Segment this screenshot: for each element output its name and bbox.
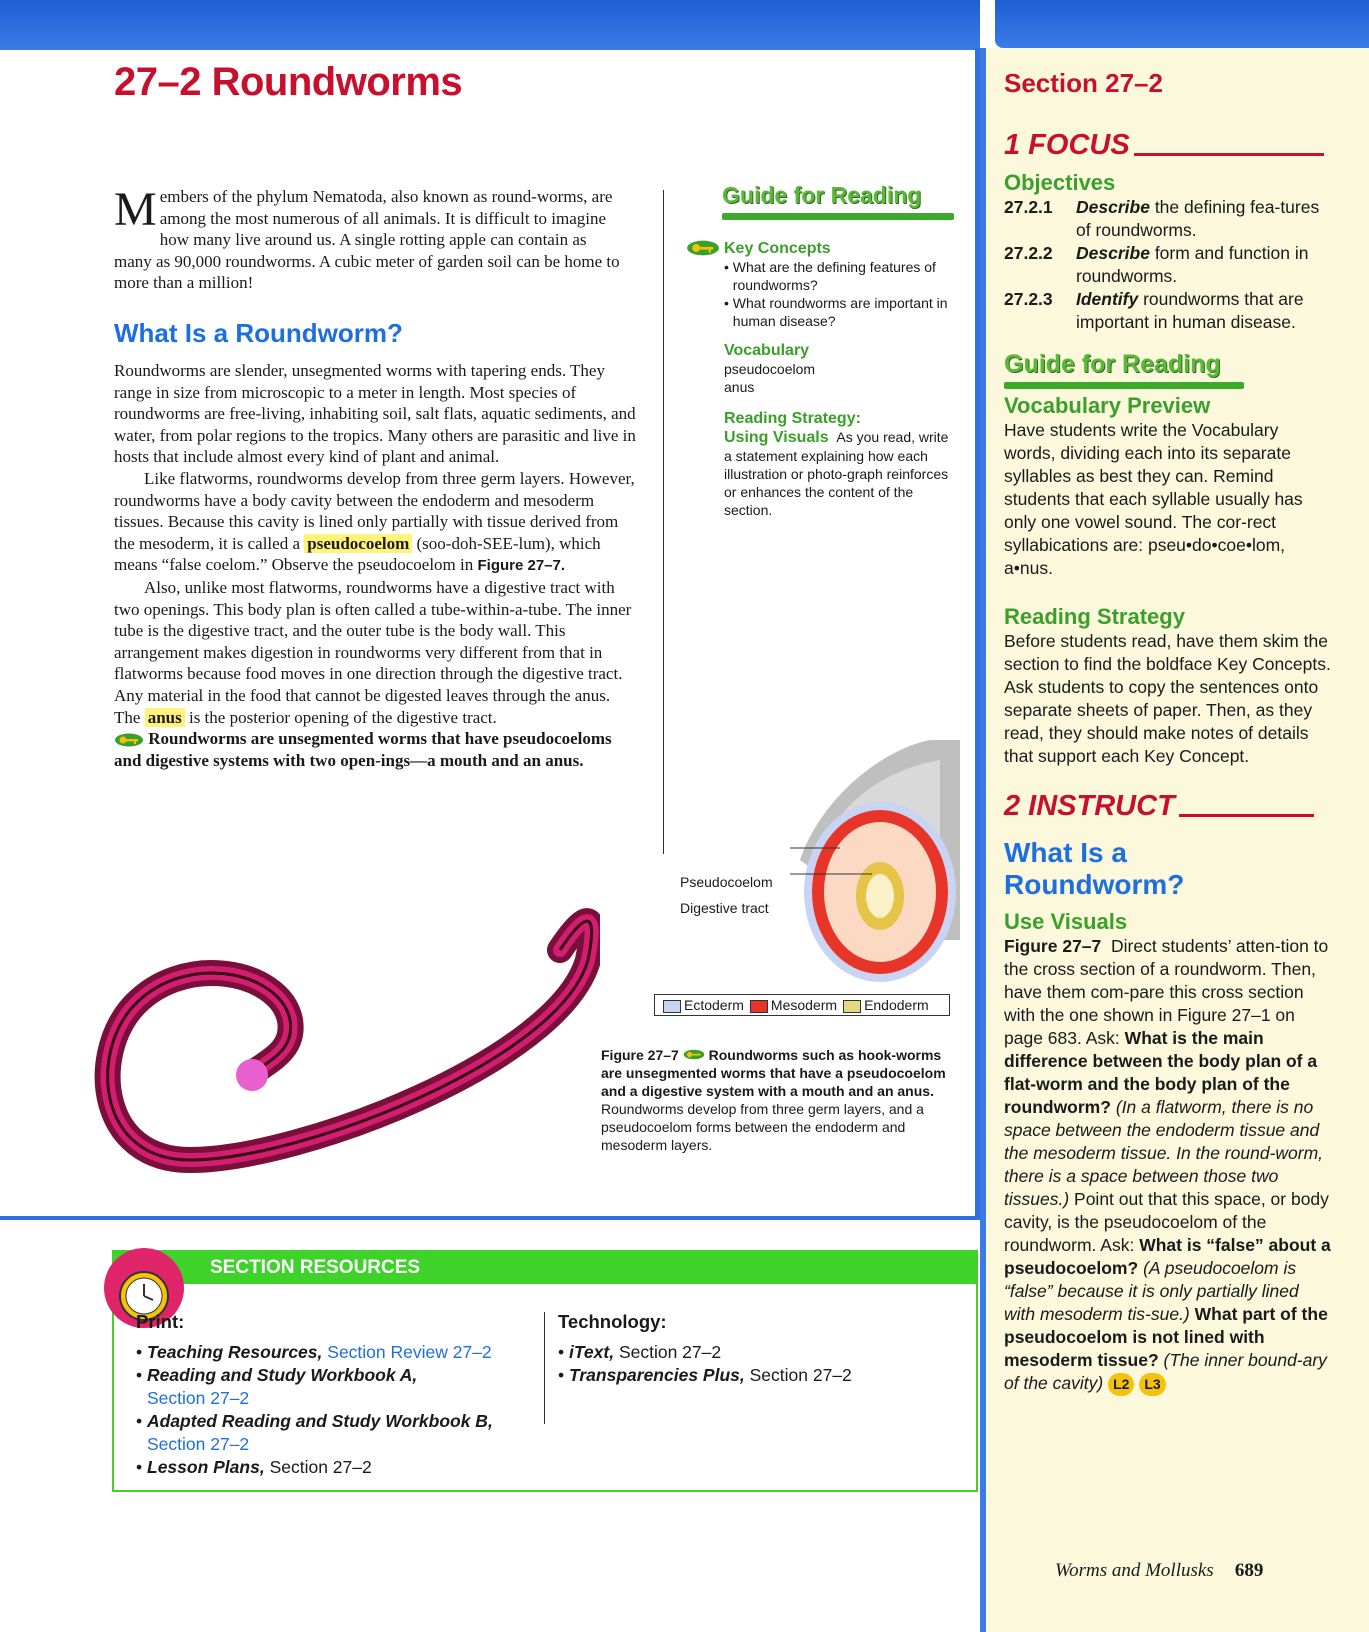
top-banner — [0, 0, 980, 50]
tech-item-text: Section 27–2 — [618, 1342, 722, 1362]
paragraph-2 — [114, 468, 638, 577]
term-pseudocoelom: pseudocoelom — [304, 534, 412, 553]
key-icon — [114, 733, 144, 747]
legend-ectoderm-label: Ectoderm — [684, 997, 744, 1013]
reading-strategy-block — [724, 410, 956, 519]
sidebar-content — [1004, 68, 1334, 1396]
objective-num: 27.2.3 — [1004, 289, 1053, 309]
sidebar-guide-box — [1004, 350, 1244, 389]
tech-item-title: iText, — [569, 1342, 615, 1362]
digestive-lumen — [866, 874, 894, 918]
label-digestive-tract: Digestive tract — [680, 900, 769, 916]
vocab-preview-text: Have students write the Vocabulary words, dividing each into its separate syllables as best they can. Remind students that each syllable usually has only one vowel sound. The cor-rect syllabications are: pseu•do•coe•lom, a•nus. — [1004, 420, 1303, 578]
objective-verb: Describe — [1076, 197, 1150, 217]
use-visuals-text — [1004, 935, 1334, 1396]
tech-item: • iText, Section 27–2 — [558, 1342, 722, 1362]
p3-text-a: Also, unlike most flatworms, roundworms have a digestive tract with two openings. This body plan is often called a tube-within-a-tube. The inner tube is the digestive tract, and the outer tube is the body wall. This arrangement makes digestion in roundworms very different from that in flatworms because food moves in one direction through the digestive tract. Any material in the food that cannot be digested leaves through the anus. The — [114, 577, 632, 727]
key-concept-1-text: What are the defining features of roundworms? — [732, 259, 936, 293]
page-number: 689 — [1234, 1560, 1264, 1581]
reading-strategy-text: Before students read, have them skim the section to find the boldface Key Concepts. Ask students to copy the sentences onto separate sheets of paper. Then, as they read, they should make notes of details that support each Key Concept. — [1004, 631, 1331, 766]
objectives-heading: Objectives — [1004, 170, 1116, 195]
objective-item — [1004, 196, 1334, 242]
print-item-link[interactable]: Section 27–2 — [147, 1388, 250, 1408]
uv-text-2: Point out that this space, or body cavity, is the pseudocoelom of the roundworm. Ask: — [1004, 1189, 1329, 1255]
legend-mesoderm-label: Mesoderm — [770, 997, 838, 1013]
worm-mouth — [236, 1059, 268, 1091]
caption-bold: Roundworms such as hook-worms are unsegmented worms that have a pseudocoelom and a digestive system with a mouth and an anus. — [601, 1047, 946, 1099]
p2-text-a: Like flatworms, roundworms develop from three germ layers. However, roundworms have a body cavity between the endoderm and mesoderm tissues. Because this cavity is lined only partially with tissue derived from the mesoderm, it is called a — [114, 468, 635, 553]
uv-answer-2: (A pseudocoelom is “false” because it is only partially lined with mesoderm tis-sue.) — [1004, 1258, 1299, 1324]
guide-content — [686, 240, 956, 519]
roundworm-illustration — [40, 860, 600, 1190]
vocabulary-block — [724, 342, 956, 396]
uv-question-1: What is the main difference between the body plan of a flat-worm and the body plan of the roundworm? — [1004, 1028, 1318, 1117]
p3-text-b: is the posterior opening of the digestive tract. — [188, 707, 497, 727]
print-item: • Teaching Resources, Section Review 27–2 — [136, 1342, 492, 1362]
focus-heading — [1004, 129, 1334, 162]
level-badge: L2 — [1108, 1373, 1134, 1396]
what-is-heading: What Is a Roundworm? — [1004, 837, 1185, 900]
uv-text-1: Direct students’ atten-tion to the cross section of a roundworm. Then, have them com-pare this cross section with the one shown in Figure 27–1 on page 683. Ask: — [1004, 936, 1329, 1048]
focus-rule — [1134, 153, 1324, 156]
paragraph-3 — [114, 577, 638, 728]
drop-cap: M — [114, 183, 157, 236]
level-badge: L3 — [1139, 1373, 1165, 1396]
section-heading: What Is a Roundworm? — [114, 318, 403, 348]
key-concept-2: • What roundworms are important in human disease? — [724, 294, 956, 330]
technology-resources — [558, 1310, 958, 1387]
caption-rest: Roundworms develop from three germ layers, and a pseudocoelom forms between the endoderm and mesoderm layers. — [601, 1101, 924, 1153]
print-item-title: Teaching Resources, — [147, 1342, 323, 1362]
objective-verb: Identify — [1076, 289, 1139, 309]
print-item-title: Reading and Study Workbook A, — [147, 1365, 418, 1385]
objective-verb: Describe — [1076, 243, 1150, 263]
key-concept-statement — [114, 728, 638, 771]
vocab-word: anus — [724, 379, 755, 395]
uv-question-3: What part of the pseudocoelom is not lined with mesoderm tissue? — [1004, 1304, 1328, 1370]
sidebar-guide-title: Guide for Reading — [1004, 350, 1221, 378]
cross-section-diagram — [760, 740, 960, 990]
swatch-endoderm — [843, 1000, 861, 1013]
key-concepts-block — [686, 240, 956, 330]
key-concept-2-text: What roundworms are important in human disease? — [732, 295, 948, 329]
objective-text: roundworms that are important in human disease. — [1076, 289, 1304, 332]
vocab-word: pseudocoelom — [724, 361, 816, 377]
guide-underline — [722, 213, 954, 220]
print-item-title: Lesson Plans, — [147, 1457, 265, 1477]
uv-answer-1: (In a flatworm, there is no space between the endoderm tissue and the mesoderm tissue. In the round-worm, there is a space between those two tissues.) — [1004, 1097, 1324, 1209]
objective-num: 27.2.1 — [1004, 197, 1053, 217]
legend-endoderm-label: Endoderm — [864, 997, 929, 1013]
label-pseudocoelom: Pseudocoelom — [680, 874, 773, 890]
uv-question-2: What is “false” about a pseudocoelom? — [1004, 1235, 1331, 1278]
swatch-mesoderm — [750, 1000, 768, 1013]
strategy-text: As you read, write a statement explaining how each illustration or photo-graph reinforces or enhances the content of the section. — [724, 429, 949, 518]
objectives-list — [1004, 196, 1334, 334]
print-resources — [136, 1310, 526, 1479]
reading-strategy-label: Reading Strategy: — [724, 410, 861, 427]
section-body — [114, 360, 638, 771]
instruct-label: 2 INSTRUCT — [1004, 790, 1175, 822]
technology-label: Technology: — [558, 1311, 667, 1332]
legend-endoderm — [843, 997, 929, 1013]
print-item-link[interactable]: Section 27–2 — [147, 1434, 250, 1454]
print-item: • Reading and Study Workbook A, Section 27–2 — [136, 1365, 418, 1408]
print-item: • Adapted Reading and Study Workbook B, Section 27–2 — [136, 1411, 493, 1454]
objective-item — [1004, 242, 1334, 288]
sidebar-section-title: Section 27–2 — [1004, 68, 1163, 98]
intro-text: embers of the phylum Nematoda, also known as round-worms, are among the most numerous of all animals. It is difficult to imagine how many live around us. A single rotting apple can contain as many as 90,000 roundworms. A cubic meter of garden soil can be home to more than a million! — [114, 187, 620, 293]
print-label: Print: — [136, 1311, 185, 1332]
use-visuals-heading: Use Visuals — [1004, 909, 1128, 934]
paragraph-1: Roundworms are slender, unsegmented worms with tapering ends. They range in size from microscopic to a meter in length. Most species of roundworms are free-living, inhabiting soil, salt flats, aquatic sediments, and water, from polar regions to the tropics. Many others are parasitic and live in hosts that include almost every kind of plant and animal. — [114, 361, 636, 467]
key-icon — [686, 240, 720, 256]
figure-ref: Figure 27–7. — [477, 557, 566, 575]
sidebar-guide-underline — [1004, 382, 1244, 389]
figure-caption — [601, 1046, 951, 1154]
key-concepts-label: Key Concepts — [724, 240, 831, 257]
uv-figure-ref: Figure 27–7 — [1004, 936, 1102, 956]
column-divider — [663, 190, 664, 854]
objective-num: 27.2.2 — [1004, 243, 1053, 263]
tech-item-text: Section 27–2 — [749, 1365, 852, 1385]
term-anus: anus — [145, 708, 185, 727]
figure-legend — [654, 994, 950, 1016]
top-banner-right — [995, 0, 1369, 48]
legend-ectoderm — [663, 997, 744, 1013]
page-title: 27–2 Roundworms — [114, 60, 463, 104]
print-item-title: Adapted Reading and Study Workbook B, — [147, 1411, 493, 1431]
print-item-link[interactable]: Section Review 27–2 — [327, 1342, 492, 1362]
objective-text: form and function in roundworms. — [1076, 243, 1309, 286]
uv-answer-3: (The inner bound-ary of the cavity) — [1004, 1350, 1327, 1393]
instruct-heading — [1004, 790, 1334, 823]
reading-strategy-heading: Reading Strategy — [1004, 604, 1185, 629]
guide-for-reading-box — [722, 182, 954, 220]
vocab-preview-heading: Vocabulary Preview — [1004, 393, 1211, 418]
key-concept-text: Roundworms are unsegmented worms that have pseudocoeloms and digestive systems with two open-ings—a mouth and an anus. — [114, 729, 612, 770]
tech-item: • Transparencies Plus, Section 27–2 — [558, 1365, 852, 1385]
key-icon — [683, 1049, 705, 1060]
objective-text: the defining fea-tures of roundworms. — [1076, 197, 1320, 240]
p2-text-b: (soo-doh-SEE-lum), which means “false coelom.” Observe the pseudocoelom in — [114, 533, 601, 575]
resources-divider — [544, 1312, 545, 1424]
print-item-text: Section 27–2 — [269, 1457, 372, 1477]
guide-title: Guide for Reading — [722, 182, 922, 208]
key-concept-1: • What are the defining features of roundworms? — [724, 258, 956, 294]
instruct-rule — [1179, 814, 1314, 817]
intro-paragraph — [114, 183, 628, 294]
section-resources-title: SECTION RESOURCES — [210, 1257, 421, 1278]
page-footer — [1055, 1560, 1263, 1582]
objective-item — [1004, 288, 1334, 334]
print-item: • Lesson Plans, Section 27–2 — [136, 1457, 372, 1477]
legend-mesoderm — [750, 997, 837, 1013]
swatch-ectoderm — [663, 1000, 681, 1013]
tech-item-title: Transparencies Plus, — [569, 1365, 745, 1385]
focus-label: 1 FOCUS — [1004, 129, 1130, 161]
section-heading-wrap — [114, 318, 403, 349]
strategy-sub-label: Using Visuals — [724, 429, 829, 446]
footer-chapter: Worms and Mollusks — [1055, 1560, 1214, 1581]
vocabulary-label: Vocabulary — [724, 342, 810, 359]
figure-number: Figure 27–7 — [601, 1047, 679, 1063]
